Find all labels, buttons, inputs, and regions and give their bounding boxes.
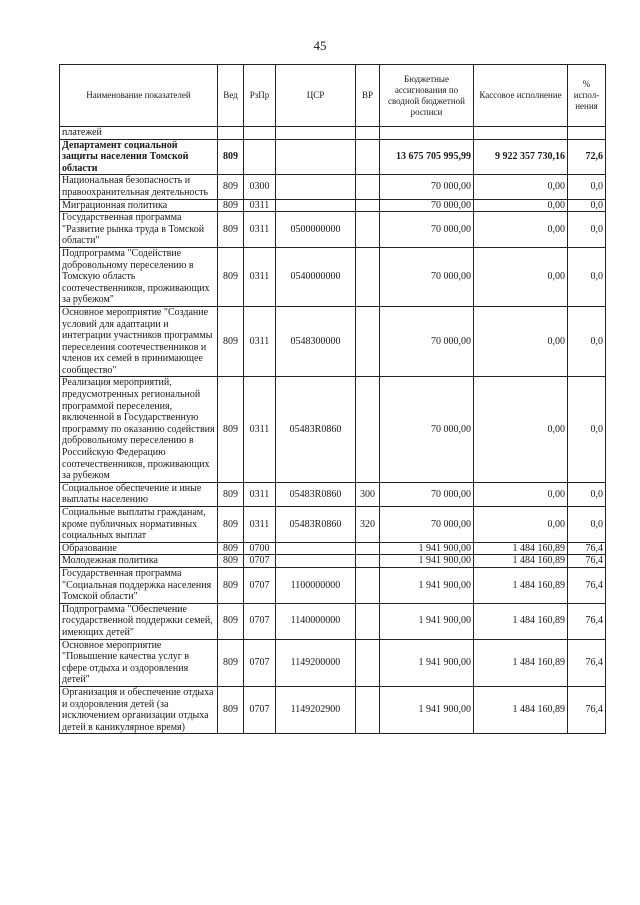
table-row xyxy=(60,639,606,686)
cell-pct: 0,0 xyxy=(568,377,606,482)
table-row xyxy=(60,175,606,199)
cell-name: Государственная программа "Социальная поддержка населения Томской области" xyxy=(60,567,218,603)
cell-vr xyxy=(356,686,380,733)
cell-vr xyxy=(356,639,380,686)
cell-rzpr: 0300 xyxy=(244,175,276,199)
header-ved: Вед xyxy=(218,65,244,127)
header-cash: Кассовое исполнение xyxy=(474,65,568,127)
table-row xyxy=(60,507,606,543)
table-row xyxy=(60,306,606,377)
cell-assign: 1 941 900,00 xyxy=(380,555,474,568)
cell-cash: 0,00 xyxy=(474,212,568,248)
cell-rzpr: 0311 xyxy=(244,247,276,306)
table-body xyxy=(60,127,606,734)
cell-rzpr: 0707 xyxy=(244,567,276,603)
table-row xyxy=(60,247,606,306)
cell-csr xyxy=(276,199,356,212)
header-rzpr: РзПр xyxy=(244,65,276,127)
cell-cash: 1 484 160,89 xyxy=(474,555,568,568)
cell-rzpr: 0707 xyxy=(244,639,276,686)
cell-ved: 809 xyxy=(218,686,244,733)
cell-pct: 76,4 xyxy=(568,686,606,733)
cell-cash: 0,00 xyxy=(474,377,568,482)
table-row xyxy=(60,139,606,175)
header-vr: ВР xyxy=(356,65,380,127)
cell-pct: 0,0 xyxy=(568,482,606,506)
cell-cash: 0,00 xyxy=(474,306,568,377)
cell-csr xyxy=(276,127,356,140)
cell-name: Подпрограмма "Содействие добровольному переселению в Томскую область соотечественников, проживающих за рубежом" xyxy=(60,247,218,306)
cell-name: Государственная программа "Развитие рынка труда в Томской области" xyxy=(60,212,218,248)
cell-vr xyxy=(356,212,380,248)
cell-assign: 70 000,00 xyxy=(380,199,474,212)
cell-name: Департамент социальной защиты населения Томской области xyxy=(60,139,218,175)
header-pct: % испол-нения xyxy=(568,65,606,127)
cell-assign: 70 000,00 xyxy=(380,212,474,248)
cell-cash xyxy=(474,127,568,140)
cell-vr: 300 xyxy=(356,482,380,506)
table-row xyxy=(60,686,606,733)
cell-vr xyxy=(356,199,380,212)
cell-assign: 70 000,00 xyxy=(380,175,474,199)
cell-csr xyxy=(276,139,356,175)
cell-pct: 76,4 xyxy=(568,542,606,555)
cell-pct: 76,4 xyxy=(568,603,606,639)
table-row xyxy=(60,199,606,212)
cell-assign: 1 941 900,00 xyxy=(380,639,474,686)
cell-pct: 0,0 xyxy=(568,175,606,199)
cell-ved: 809 xyxy=(218,199,244,212)
cell-pct xyxy=(568,127,606,140)
cell-ved: 809 xyxy=(218,507,244,543)
cell-csr: 1100000000 xyxy=(276,567,356,603)
cell-ved: 809 xyxy=(218,555,244,568)
cell-cash: 1 484 160,89 xyxy=(474,567,568,603)
cell-assign: 1 941 900,00 xyxy=(380,542,474,555)
cell-cash: 1 484 160,89 xyxy=(474,639,568,686)
cell-assign: 70 000,00 xyxy=(380,377,474,482)
cell-ved: 809 xyxy=(218,482,244,506)
table-row xyxy=(60,542,606,555)
cell-cash: 1 484 160,89 xyxy=(474,542,568,555)
cell-cash: 1 484 160,89 xyxy=(474,603,568,639)
cell-rzpr: 0311 xyxy=(244,306,276,377)
cell-cash: 0,00 xyxy=(474,175,568,199)
cell-rzpr: 0311 xyxy=(244,507,276,543)
cell-assign: 1 941 900,00 xyxy=(380,567,474,603)
cell-pct: 0,0 xyxy=(568,199,606,212)
cell-pct: 76,4 xyxy=(568,639,606,686)
cell-rzpr: 0311 xyxy=(244,482,276,506)
cell-ved: 809 xyxy=(218,542,244,555)
cell-rzpr: 0311 xyxy=(244,199,276,212)
cell-pct: 0,0 xyxy=(568,212,606,248)
cell-pct: 76,4 xyxy=(568,555,606,568)
cell-cash: 0,00 xyxy=(474,247,568,306)
cell-vr xyxy=(356,555,380,568)
cell-vr xyxy=(356,247,380,306)
cell-ved: 809 xyxy=(218,139,244,175)
cell-csr: 05483R0860 xyxy=(276,507,356,543)
cell-pct: 0,0 xyxy=(568,247,606,306)
cell-assign: 1 941 900,00 xyxy=(380,603,474,639)
table-header-row xyxy=(60,65,606,127)
cell-rzpr: 0707 xyxy=(244,603,276,639)
cell-vr xyxy=(356,603,380,639)
cell-pct: 72,6 xyxy=(568,139,606,175)
cell-name: Миграционная политика xyxy=(60,199,218,212)
cell-csr: 1149200000 xyxy=(276,639,356,686)
cell-vr xyxy=(356,127,380,140)
cell-csr: 05483R0860 xyxy=(276,482,356,506)
cell-csr: 1149202900 xyxy=(276,686,356,733)
cell-vr xyxy=(356,567,380,603)
cell-rzpr: 0707 xyxy=(244,686,276,733)
cell-rzpr: 0311 xyxy=(244,212,276,248)
cell-name: Основное мероприятие "Создание условий для адаптации и интеграции участников программы переселения соотечественников и членов их семей в принимающее сообщество" xyxy=(60,306,218,377)
cell-rzpr xyxy=(244,127,276,140)
table-row xyxy=(60,127,606,140)
cell-vr xyxy=(356,542,380,555)
cell-rzpr xyxy=(244,139,276,175)
cell-rzpr: 0707 xyxy=(244,555,276,568)
cell-name: Реализация мероприятий, предусмотренных региональной программой переселения, включенной в Государственную программу по оказанию содействия добровольному переселению в Российскую Федерацию соотечественников, проживающих за рубежом xyxy=(60,377,218,482)
table-row xyxy=(60,212,606,248)
cell-pct: 0,0 xyxy=(568,306,606,377)
budget-table xyxy=(59,64,606,734)
table-row xyxy=(60,555,606,568)
cell-assign: 70 000,00 xyxy=(380,306,474,377)
cell-name: Социальное обеспечение и иные выплаты населению xyxy=(60,482,218,506)
cell-vr xyxy=(356,139,380,175)
cell-assign: 70 000,00 xyxy=(380,507,474,543)
cell-name: Молодежная политика xyxy=(60,555,218,568)
cell-ved: 809 xyxy=(218,603,244,639)
cell-ved: 809 xyxy=(218,639,244,686)
table-row xyxy=(60,567,606,603)
table-row xyxy=(60,377,606,482)
header-name: Наименование показателей xyxy=(60,65,218,127)
cell-cash: 1 484 160,89 xyxy=(474,686,568,733)
cell-cash: 9 922 357 730,16 xyxy=(474,139,568,175)
cell-assign: 1 941 900,00 xyxy=(380,686,474,733)
cell-vr xyxy=(356,306,380,377)
cell-vr xyxy=(356,175,380,199)
cell-pct: 76,4 xyxy=(568,567,606,603)
cell-csr: 0548300000 xyxy=(276,306,356,377)
table-row xyxy=(60,603,606,639)
cell-ved: 809 xyxy=(218,212,244,248)
cell-csr: 0500000000 xyxy=(276,212,356,248)
page-number: 45 xyxy=(313,38,327,53)
cell-assign: 70 000,00 xyxy=(380,247,474,306)
cell-csr xyxy=(276,555,356,568)
cell-name: Национальная безопасность и правоохранительная деятельность xyxy=(60,175,218,199)
cell-ved: 809 xyxy=(218,377,244,482)
cell-ved: 809 xyxy=(218,175,244,199)
cell-name: Основное мероприятие "Повышение качества услуг в сфере отдыха и оздоровления детей" xyxy=(60,639,218,686)
table-row xyxy=(60,482,606,506)
cell-cash: 0,00 xyxy=(474,507,568,543)
cell-ved: 809 xyxy=(218,306,244,377)
cell-csr xyxy=(276,175,356,199)
cell-rzpr: 0700 xyxy=(244,542,276,555)
cell-cash: 0,00 xyxy=(474,482,568,506)
cell-pct: 0,0 xyxy=(568,507,606,543)
cell-vr: 320 xyxy=(356,507,380,543)
cell-assign: 70 000,00 xyxy=(380,482,474,506)
cell-assign: 13 675 705 995,99 xyxy=(380,139,474,175)
cell-name: платежей xyxy=(60,127,218,140)
cell-name: Подпрограмма "Обеспечение государственной поддержки семей, имеющих детей" xyxy=(60,603,218,639)
cell-name: Социальные выплаты гражданам, кроме публичных нормативных социальных выплат xyxy=(60,507,218,543)
cell-csr: 05483R0860 xyxy=(276,377,356,482)
cell-rzpr: 0311 xyxy=(244,377,276,482)
cell-ved xyxy=(218,127,244,140)
cell-ved: 809 xyxy=(218,247,244,306)
cell-assign xyxy=(380,127,474,140)
cell-name: Образование xyxy=(60,542,218,555)
cell-vr xyxy=(356,377,380,482)
cell-ved: 809 xyxy=(218,567,244,603)
cell-name: Организация и обеспечение отдыха и оздоровления детей (за исключением организации отдыха детей в каникулярное время) xyxy=(60,686,218,733)
header-assign: Бюджетные ассигнования по сводной бюджетной росписи xyxy=(380,65,474,127)
cell-csr: 0540000000 xyxy=(276,247,356,306)
cell-csr xyxy=(276,542,356,555)
cell-cash: 0,00 xyxy=(474,199,568,212)
header-csr: ЦСР xyxy=(276,65,356,127)
cell-csr: 1140000000 xyxy=(276,603,356,639)
